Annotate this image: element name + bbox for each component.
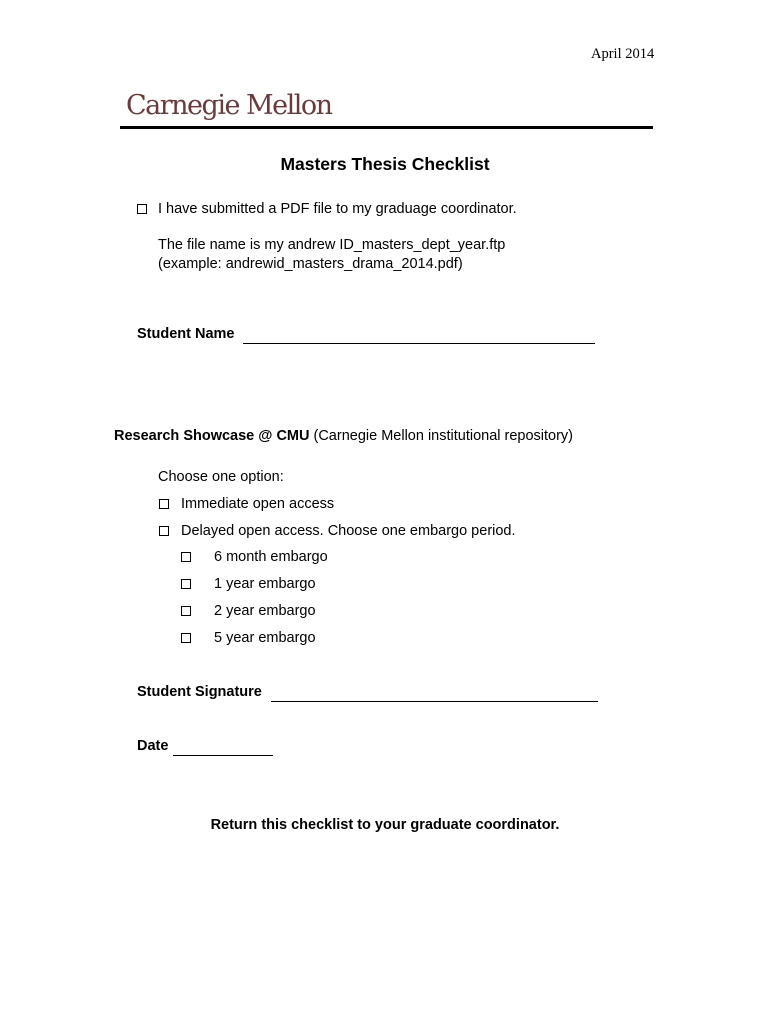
document-date: April 2014: [591, 46, 655, 62]
carnegie-mellon-logo: Carnegie Mellon: [126, 90, 332, 121]
immediate-access-checkbox[interactable]: [159, 499, 169, 509]
header-rule: [120, 126, 653, 129]
research-showcase-heading: [114, 427, 573, 445]
date-label: Date: [137, 738, 169, 754]
delayed-access-checkbox[interactable]: [159, 526, 169, 536]
embargo-5-year-label: 5 year embargo: [214, 630, 316, 646]
student-name-field[interactable]: [243, 328, 595, 344]
embargo-2-year-label: 2 year embargo: [214, 603, 316, 619]
filename-note-line2: (example: andrewid_masters_drama_2014.pdf): [158, 256, 463, 272]
student-signature-field[interactable]: [271, 686, 598, 702]
embargo-5-year-checkbox[interactable]: [181, 633, 191, 643]
date-field[interactable]: [173, 740, 273, 756]
page-title: Masters Thesis Checklist: [280, 154, 490, 174]
choose-option-prompt: Choose one option:: [158, 469, 284, 485]
return-instruction: Return this checklist to your graduate coordinator.: [210, 817, 560, 833]
research-showcase-title: Research Showcase @ CMU: [114, 428, 310, 444]
pdf-submitted-label: I have submitted a PDF file to my graduage coordinator.: [158, 201, 517, 217]
embargo-1-year-checkbox[interactable]: [181, 579, 191, 589]
embargo-1-year-label: 1 year embargo: [214, 576, 316, 592]
student-signature-label: Student Signature: [137, 684, 262, 700]
embargo-6-month-checkbox[interactable]: [181, 552, 191, 562]
research-showcase-description: (Carnegie Mellon institutional repository): [313, 428, 574, 444]
pdf-submitted-checkbox[interactable]: [137, 204, 147, 214]
embargo-2-year-checkbox[interactable]: [181, 606, 191, 616]
student-name-label: Student Name: [137, 326, 235, 342]
delayed-access-label: Delayed open access. Choose one embargo period.: [181, 523, 516, 539]
immediate-access-label: Immediate open access: [181, 496, 335, 512]
embargo-6-month-label: 6 month embargo: [214, 549, 328, 565]
filename-note-line1: The file name is my andrew ID_masters_dept_year.ftp: [158, 237, 506, 253]
